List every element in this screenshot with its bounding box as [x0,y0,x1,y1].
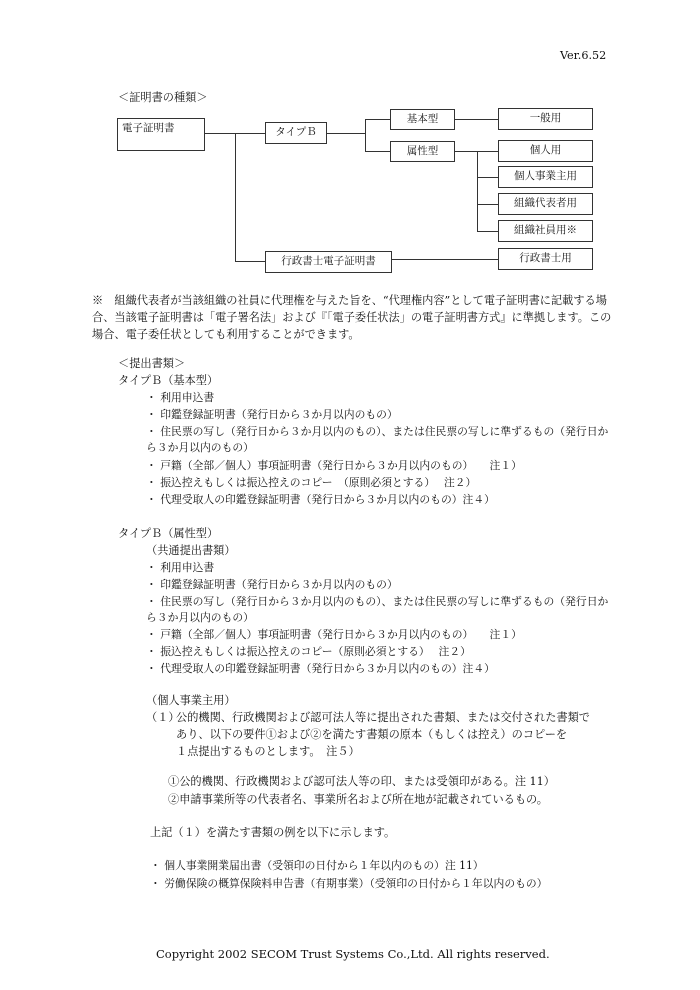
connector-line [365,119,366,151]
connector-line [477,204,498,205]
connector-line [235,133,236,261]
list-item: ・ 利用申込書 [146,391,215,404]
list-item: ・ 戸籍（全部／個人）事項証明書（発行日から３か月以内のもの） 注１） [146,459,522,472]
list-item: ・ 住民票の写し（発行日から３か月以内のもの）、または住民票の写しに準ずるもの（発行日から３か月以内のもの） [146,595,609,624]
list-item: ・ 振込控えもしくは振込控えのコピー （原則必須とする） 注２） [146,476,477,489]
box-individual-use: 個人用 [498,140,593,162]
sole-proprietor-title: （個人事業主用） [146,694,236,707]
examples-intro: 上記（１）を満たす書類の例を以下に示します。 [150,826,396,839]
connector-line [365,119,390,120]
connector-line [477,177,498,178]
requirement-line: １点提出するものとします。 注５） [176,745,360,758]
type-b-basic-title: タイプＢ（基本型） [118,374,219,387]
box-basic-type: 基本型 [390,109,455,130]
cert-types-heading: ＜証明書の種類＞ [118,91,208,104]
list-item: ・ 振込控えもしくは振込控えのコピー（原則必須とする） 注２） [146,645,471,658]
box-org-representative-use: 組織代表者用 [498,193,593,215]
common-docs-title: （共通提出書類） [146,544,236,557]
box-scrivener-certificate: 行政書士電子証明書 [265,251,392,273]
type-b-attribute-title: タイプＢ（属性型） [118,527,219,540]
list-item: ・ 利用申込書 [146,561,215,574]
connector-line [327,133,365,134]
list-item: ・ 代理受取人の印鑑登録証明書（発行日から３か月以内のもの）注４） [146,662,495,675]
list-item: ・ 労働保険の概算保険料申告書（有期事業）（受領印の日付から１年以内のもの） [150,877,548,890]
condition-1: ①公的機関、行政機関および認可法人等の印、または受領印がある。注 11） [168,775,555,788]
condition-2: ②申請事業所等の代表者名、事業所名および所在地が記載されているもの。 [168,793,548,806]
box-attribute-type: 属性型 [390,141,455,162]
connector-line [235,261,265,262]
delegation-note: ※ 組織代表者が当該組織の社員に代理権を与えた旨を、“代理権内容”として電子証明書に記載する場合、当該電子証明書は「電子署名法」および『「電子委任状法」の電子証明書方式』に準拠します。この場合、電子委任状としても利用することができます。 [92,294,612,341]
list-item: ・ 個人事業開業届出書（受領印の日付から１年以内のもの）注 11） [150,859,484,872]
list-item: ・ 戸籍（全部／個人）事項証明書（発行日から３か月以内のもの） 注１） [146,628,522,641]
requirement-line: あり、以下の要件①および②を満たす書類の原本（もしくは控え）のコピーを [176,728,568,741]
connector-line [477,231,498,232]
box-sole-proprietor-use: 個人事業主用 [498,166,593,188]
list-item: ・ 印鑑登録証明書（発行日から３か月以内のもの） [146,578,398,591]
box-general-use: 一般用 [498,108,593,130]
list-item: ・ 代理受取人の印鑑登録証明書（発行日から３か月以内のもの）注４） [146,493,495,506]
list-item: ・ 住民票の写し（発行日から３か月以内のもの）、または住民票の写しに準ずるもの（発行日から３か月以内のもの） [146,425,609,454]
requirement-number: （１） [146,711,180,724]
version-label: Ver.6.52 [560,49,607,62]
connector-line [477,151,478,231]
copyright-footer: Copyright 2002 SECOM Trust Systems Co.,Ltd. All rights reserved. [156,947,550,961]
box-scrivener-use: 行政書士用 [498,248,593,270]
connector-line [365,151,390,152]
submit-heading: ＜提出書類＞ [118,357,186,370]
box-type-b: タイプＢ [265,122,327,144]
list-item: ・ 印鑑登録証明書（発行日から３か月以内のもの） [146,408,398,421]
box-electronic-certificate: 電子証明書 [117,118,205,151]
connector-line [392,259,498,260]
box-org-staff-use: 組織社員用※ [498,220,593,242]
connector-line [455,119,498,120]
requirement-line: 公的機関、行政機関および認可法人等に提出された書類、または交付された書類で [176,711,590,724]
